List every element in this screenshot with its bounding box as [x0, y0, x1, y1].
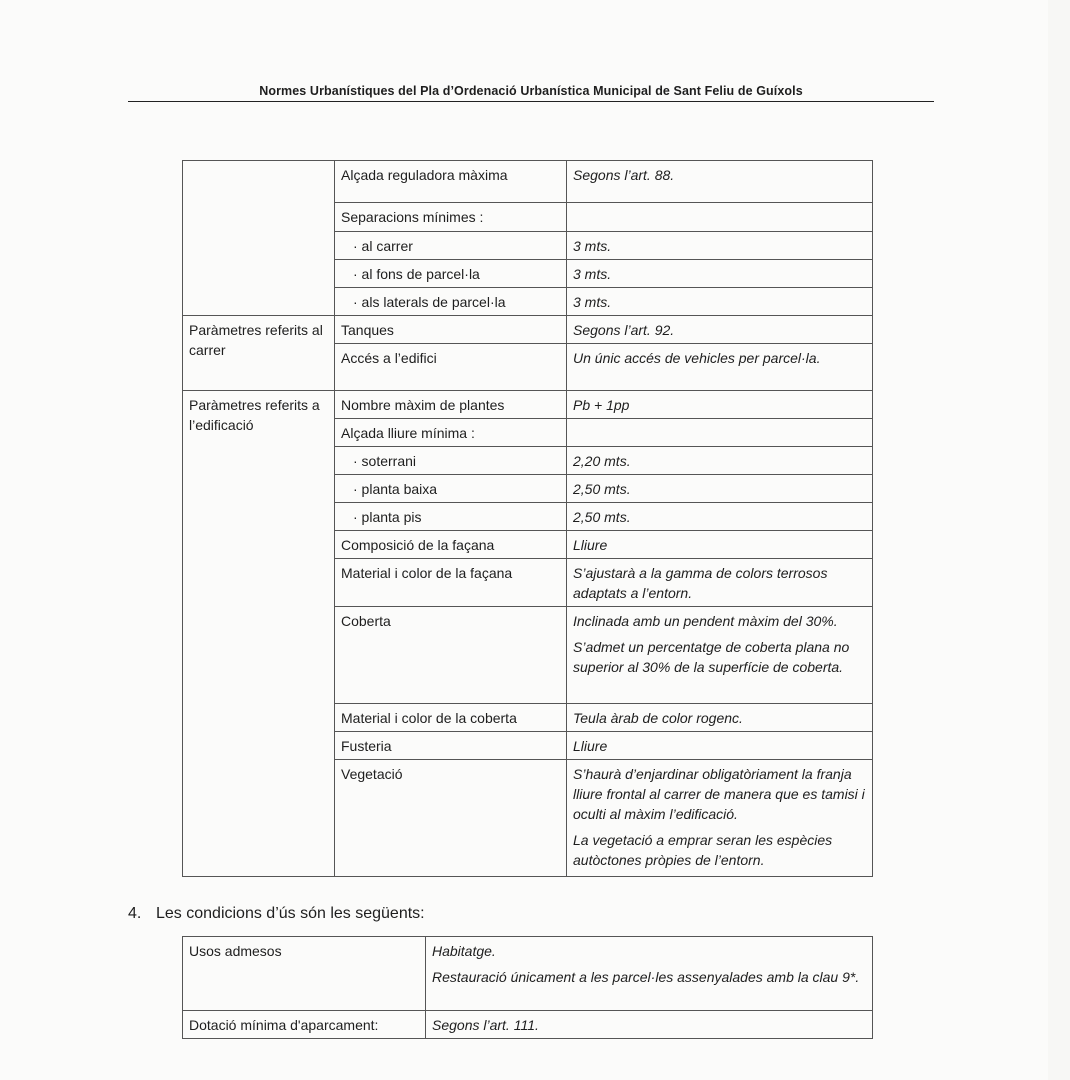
- param-cell: Alçada reguladora màxima: [335, 161, 567, 203]
- value-cell: S’ajustarà a la gamma de colors terrosos adaptats a l’entorn.: [567, 559, 873, 607]
- value-cell: [567, 607, 873, 704]
- category-cell: [183, 260, 335, 288]
- value-cell: Teula àrab de color rogenc.: [567, 704, 873, 732]
- value-line: S’admet un percentatge de coberta plana no superior al 30% de la superfície de coberta.: [573, 639, 850, 675]
- label-cell: Dotació mínima d'aparcament:: [183, 1011, 426, 1039]
- list-text: Les condicions d’ús són les següents:: [156, 905, 425, 922]
- table-row: [183, 161, 873, 203]
- param-cell: Alçada lliure mínima :: [335, 419, 567, 447]
- table-row: [183, 316, 873, 344]
- category-cell: [183, 161, 335, 203]
- value-cell: [567, 760, 873, 877]
- param-cell: · soterrani: [335, 447, 567, 475]
- category-cell: [183, 203, 335, 232]
- param-cell: · al fons de parcel·la: [335, 260, 567, 288]
- page-header: Normes Urbanístiques del Pla d’Ordenació Urbanística Municipal de Sant Feliu de Guíxols: [259, 84, 803, 98]
- category-cell: [183, 288, 335, 316]
- param-cell: · planta baixa: [335, 475, 567, 503]
- param-cell: Tanques: [335, 316, 567, 344]
- table-row: [183, 391, 873, 419]
- value-cell: Pb + 1pp: [567, 391, 873, 419]
- value-cell: Un únic accés de vehicles per parcel·la.: [567, 344, 873, 391]
- list-number: 4.: [128, 905, 142, 922]
- table-row: [183, 937, 873, 1011]
- param-cell: · al carrer: [335, 232, 567, 260]
- param-cell: Vegetació: [335, 760, 567, 877]
- param-cell: Fusteria: [335, 732, 567, 760]
- table-row: [183, 260, 873, 288]
- param-cell: Accés a l’edifici: [335, 344, 567, 391]
- value-cell: [567, 419, 873, 447]
- table-row: [183, 203, 873, 232]
- value-line: Habitatge.: [432, 943, 496, 959]
- param-cell: Nombre màxim de plantes: [335, 391, 567, 419]
- list-item-4: [128, 905, 425, 923]
- value-cell: 3 mts.: [567, 232, 873, 260]
- value-cell: Segons l’art. 111.: [426, 1011, 873, 1039]
- value-cell: Segons l’art. 92.: [567, 316, 873, 344]
- value-cell: [567, 203, 873, 232]
- value-line: S’haurà d’enjardinar obligatòriament la franja lliure frontal al carrer de manera que es tamisi i oculti al màxim l’edificació.: [573, 766, 865, 822]
- value-cell: 3 mts.: [567, 260, 873, 288]
- category-cell: Paràmetres referits a l’edificació: [183, 391, 335, 877]
- param-cell: Separacions mínimes :: [335, 203, 567, 232]
- value-cell: 3 mts.: [567, 288, 873, 316]
- param-cell: · als laterals de parcel·la: [335, 288, 567, 316]
- value-cell: 2,50 mts.: [567, 503, 873, 531]
- uses-table: [182, 936, 873, 1039]
- value-cell: 2,20 mts.: [567, 447, 873, 475]
- category-cell: Paràmetres referits al carrer: [183, 316, 335, 391]
- category-cell: [183, 232, 335, 260]
- value-cell: [426, 937, 873, 1011]
- table-row: [183, 288, 873, 316]
- label-cell: Usos admesos: [183, 937, 426, 1011]
- value-cell: 2,50 mts.: [567, 475, 873, 503]
- param-cell: · planta pis: [335, 503, 567, 531]
- param-cell: Material i color de la coberta: [335, 704, 567, 732]
- table-row: [183, 1011, 873, 1039]
- param-cell: Material i color de la façana: [335, 559, 567, 607]
- value-line: La vegetació a emprar seran les espècies autòctones pròpies de l’entorn.: [573, 832, 833, 868]
- specs-table: [182, 160, 873, 877]
- value-line: Inclinada amb un pendent màxim del 30%.: [573, 613, 838, 629]
- value-line: Restauració únicament a les parcel·les assenyalades amb la clau 9*.: [432, 969, 860, 985]
- value-cell: Lliure: [567, 531, 873, 559]
- header-rule: [128, 101, 934, 102]
- param-cell: Coberta: [335, 607, 567, 704]
- param-cell: Composició de la façana: [335, 531, 567, 559]
- value-cell: Lliure: [567, 732, 873, 760]
- table-row: [183, 232, 873, 260]
- value-cell: Segons l’art. 88.: [567, 161, 873, 203]
